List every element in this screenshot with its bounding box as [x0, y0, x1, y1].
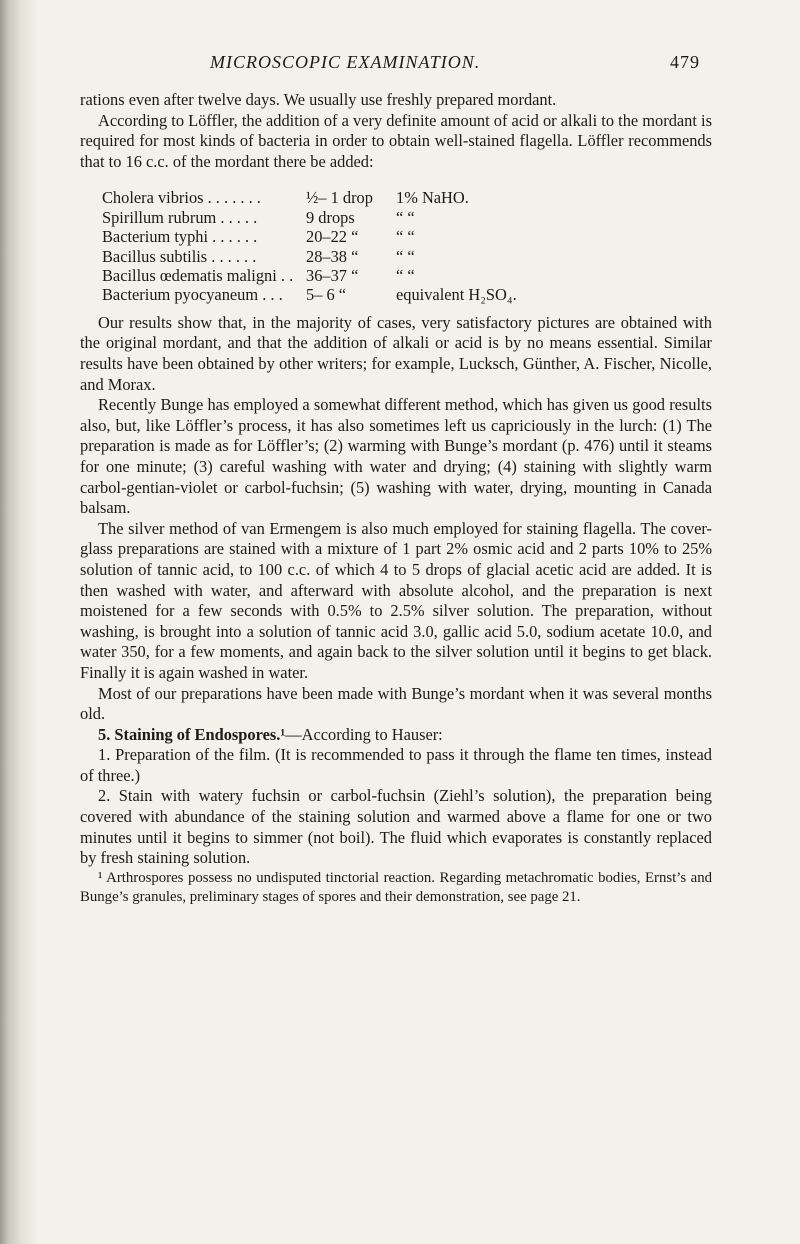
organism-name: Cholera vibrios . . . . . . . [102, 188, 261, 208]
organism-name: Bacillus œdematis maligni . . [102, 266, 294, 285]
mordant-table [102, 188, 712, 304]
reagent: “ “ [396, 266, 415, 285]
paragraph: Most of our preparations have been made with Bunge’s mordant when it was several months old. [80, 683, 712, 724]
reagent: 1% NaHO. [396, 188, 469, 208]
page-number: 479 [670, 52, 700, 72]
drop-amount: ½– 1 drop [306, 188, 373, 208]
drop-amount: 5– 6 “ [306, 285, 347, 305]
drop-amount: 9 drops [306, 207, 355, 227]
drop-amount: 28–38 “ [306, 246, 359, 266]
organism-name: Bacillus subtilis . . . . . . [102, 246, 257, 266]
reagent: equivalent H₂SO₄. [396, 285, 517, 305]
table-row [102, 188, 712, 207]
table-row [102, 247, 712, 266]
paragraph: The silver method of van Ermengem is also much employed for staining flagella. The cover-glass preparations are stained with a mixture of 1 part 2% osmic acid and 2 parts 10% to 25% solution of tannic acid, to 100 c.c. of which 4 to 5 drops of glacial acetic acid are added. It is then washed with water, and afterward with absolute alcohol, and the preparation is next moistened for a few seconds with 0.5% to 2.5% silver solution. The preparation, without washing, is brought into a solution of tannic acid 3.0, gallic acid 5.0, sodium acetate 10.0, and water 350, for a few moments, and again back to the silver solution until it begins to get black. Finally it is again washed in water. [80, 518, 712, 682]
page-body [80, 90, 712, 907]
organism-name: Bacterium pyocyaneum . . . [102, 285, 283, 305]
table-row [102, 208, 712, 227]
table-row [102, 227, 712, 246]
table-row [102, 266, 712, 285]
drop-amount: 20–22 “ [306, 227, 359, 247]
section-heading-rest: —According to Hauser: [285, 724, 443, 744]
paragraph: 2. Stain with watery fuchsin or carbol-fuchsin (Ziehl’s solution), the preparation being covered with abundance of the staining solution and warmed above a flame for one or two minutes until it begins to simmer (not boil). The fluid which evaporates is constantly replaced by fresh staining solution. [80, 786, 712, 868]
section-heading-paragraph [80, 725, 712, 746]
paragraph: Our results show that, in the majority of cases, very satisfactory pictures are obtained with the original mordant, and that the addition of alkali or acid is by no means essential. Similar results have been obtained by other writers; for example, Lucksch, Günther, A. Fischer, Nicolle, and Morax. [80, 312, 712, 394]
paragraph: 1. Preparation of the film. (It is recommended to pass it through the flame ten times, instead of three.) [80, 745, 712, 785]
section-heading: 5. Staining of Endospores.¹ [98, 724, 286, 744]
reagent: “ “ [396, 227, 415, 247]
footnote: ¹ Arthrospores possess no undisputed tinctorial reaction. Regarding metachromatic bodies, Ernst’s and Bunge’s granules, preliminary stages of spores and their demonstration, see page 21. [80, 869, 712, 905]
paragraph: According to Löffler, the addition of a very definite amount of acid or alkali to the mordant is required for most kinds of bacteria in order to obtain well-stained flagella. Löffler recommends that to 16 c.c. of the mordant there be added: [80, 110, 712, 171]
reagent: “ “ [396, 207, 415, 227]
running-title: MICROSCOPIC EXAMINATION. [210, 52, 481, 72]
organism-name: Bacterium typhi . . . . . . [102, 227, 258, 247]
paragraph: Recently Bunge has employed a somewhat different method, which has given us good results also, but, like Löffler’s process, it has also sometimes left us capriciously in the lurch: (1) The preparation is made as for Löffler’s; (2) warming with Bunge’s mordant (p. 476) until it steams for one minute; (3) careful washing with water and drying; (4) staining with slightly warm carbol-gentian-violet or carbol-fuchsin; (5) washing with water, drying, mounting in Canada balsam. [80, 395, 712, 518]
reagent: “ “ [396, 246, 415, 266]
organism-name: Spirillum rubrum . . . . . [102, 207, 258, 227]
drop-amount: 36–37 “ [306, 266, 359, 285]
page-binding-edge [0, 0, 40, 1244]
paragraph: rations even after twelve days. We usually use freshly prepared mordant. [80, 90, 557, 109]
table-row [102, 285, 712, 304]
